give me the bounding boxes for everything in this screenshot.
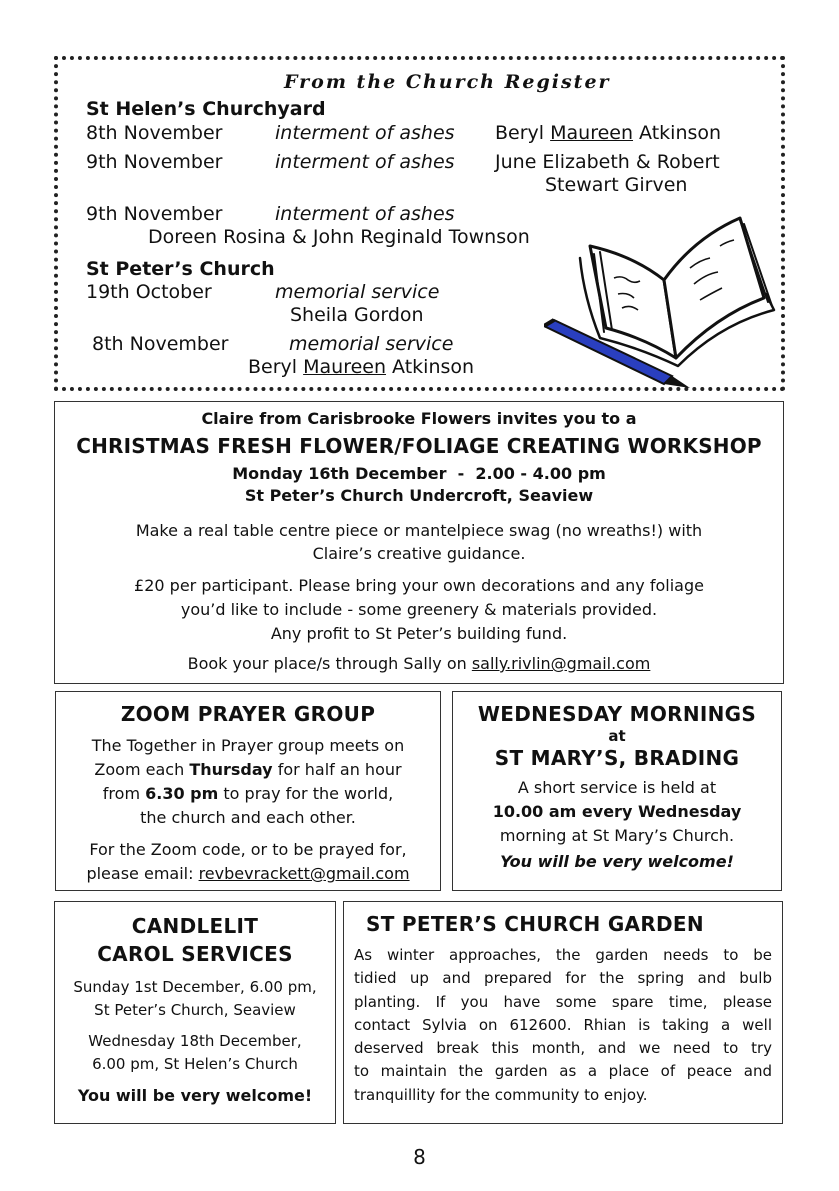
st-helens-heading: St Helen’s Churchyard (86, 98, 326, 120)
wednesday-place: ST MARY’S, BRADING (494, 746, 740, 770)
flower-workshop-box (54, 401, 784, 684)
register-date: 9th November (86, 203, 223, 225)
workshop-where: St Peter’s Church Undercroft, Seaview (244, 486, 594, 505)
church-garden-box (343, 901, 783, 1124)
workshop-title: CHRISTMAS FRESH FLOWER/FOLIAGE CREATING WORKSHOP (76, 434, 762, 458)
workshop-desc-1: Make a real table centre piece or mantelpiece swag (no wreaths!) with Claire’s creative guidance. (135, 521, 703, 563)
wednesday-welcome: You will be very welcome! (500, 852, 734, 871)
st-peters-heading: St Peter’s Church (86, 258, 275, 280)
candlelit-carols-box (54, 901, 336, 1124)
register-name: June Elizabeth & Robert (495, 151, 720, 173)
garden-line: contact Sylvia on 612600. Rhian is taking a well (354, 1015, 772, 1034)
register-date: 8th November (92, 333, 229, 355)
workshop-when: Monday 16th December - 2.00 - 4.00 pm (232, 464, 606, 483)
register-name: Sheila Gordon (290, 304, 424, 326)
church-register-box (54, 56, 785, 391)
wednesday-description: A short service is held at 10.00 am every Wednesday morning at St Mary’s Church. (492, 778, 742, 845)
open-book-pen-icon (544, 198, 780, 388)
page-number: 8 (413, 1145, 426, 1169)
wednesday-title: WEDNESDAY MORNINGS (477, 702, 757, 726)
register-title: From the Church Register (284, 71, 611, 93)
candlelit-service-2: Wednesday 18th December, 6.00 pm, St Helen’s Church (88, 1032, 302, 1073)
garden-line: planting. If you have some spare time, please (354, 992, 772, 1011)
wednesday-mornings-box (452, 691, 782, 891)
register-date: 8th November (86, 122, 223, 144)
candlelit-service-1: Sunday 1st December, 6.00 pm, St Peter’s Church, Seaview (73, 978, 317, 1019)
workshop-intro: Claire from Carisbrooke Flowers invites you to a (201, 409, 637, 428)
register-name: Beryl Maureen Atkinson (495, 122, 722, 144)
register-type: interment of ashes (275, 151, 455, 173)
workshop-email-link[interactable]: sally.rivlin@gmail.com (471, 654, 651, 673)
register-type: memorial service (275, 281, 440, 303)
register-name: Doreen Rosina & John Reginald Townson (148, 226, 530, 248)
register-type: interment of ashes (275, 122, 455, 144)
zoom-contact: For the Zoom code, or to be prayed for, please email: revbevrackett@gmail.com (86, 840, 410, 883)
register-type: memorial service (289, 333, 454, 355)
garden-line: to maintain the garden as a place of peace and (354, 1062, 772, 1081)
register-name: Beryl Maureen Atkinson (248, 356, 475, 378)
zoom-title: ZOOM PRAYER GROUP (120, 702, 376, 726)
garden-line: As winter approaches, the garden needs to be (354, 946, 772, 964)
register-date: 19th October (86, 281, 212, 303)
zoom-description: The Together in Prayer group meets on Zoom each Thursday for half an hour from 6.30 pm to pray for the world, the church and each other. (91, 736, 405, 827)
candlelit-title: CANDLELIT CAROL SERVICES (97, 914, 293, 966)
candlelit-welcome: You will be very welcome! (77, 1086, 313, 1105)
zoom-prayer-box (55, 691, 441, 891)
garden-line: deserved break this month, and we need to try (354, 1039, 772, 1058)
zoom-email-link[interactable]: revbevrackett@gmail.com (198, 864, 410, 883)
garden-text (354, 944, 772, 1107)
garden-title: ST PETER’S CHURCH GARDEN (366, 912, 704, 936)
garden-line: tidied up and prepared for the spring and bulb (354, 969, 772, 988)
register-date: 9th November (86, 151, 223, 173)
wednesday-at: at (608, 727, 626, 745)
garden-line: tranquillity for the community to enjoy. (354, 1085, 648, 1104)
register-type: interment of ashes (275, 203, 455, 225)
register-name: Stewart Girven (545, 174, 688, 196)
workshop-desc-2: £20 per participant. Please bring your own decorations and any foliage you’d like to include - some greenery & materials provided. Any profit to St Peter’s building fund. (134, 576, 704, 643)
workshop-booking: Book your place/s through Sally on sally.rivlin@gmail.com (187, 654, 651, 673)
